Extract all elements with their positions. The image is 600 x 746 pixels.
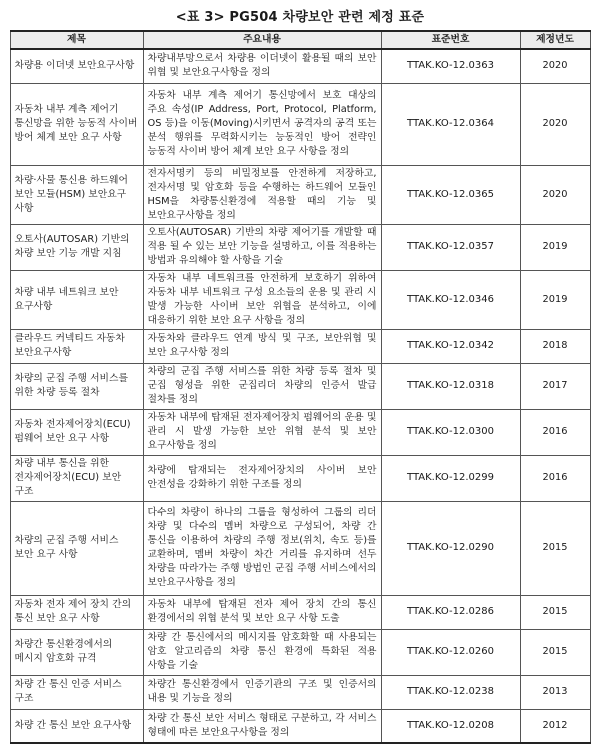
- row-standard-number: TTAK.KO-12.0299: [381, 455, 520, 501]
- row-standard-number: TTAK.KO-12.0260: [381, 629, 520, 675]
- row-standard-number: TTAK.KO-12.0363: [381, 49, 520, 83]
- table-caption: <표 3> PG504 차량보안 관련 제정 표준: [175, 10, 425, 25]
- row-year: 2020: [520, 165, 590, 224]
- row-content: 자동차 내부 계측 제어기 통신망에서 보호 대상의 주요 속성(IP Address, Port, Protocol, Platform, OS 등)을 이동(Moving)시키면서 공격자의 공격 또는 분석 행위를 무력화시키는 능동적인 방어 전략인 능동적 사이버 방어 체계 보안 요구 사항을 정의: [143, 83, 381, 165]
- header-year: 제정년도: [520, 31, 590, 49]
- row-title: 차량용 이더넷 보안요구사항: [10, 49, 143, 83]
- row-content: 자동차와 클라우드 연계 방식 및 구조, 보안위협 및 보안 요구사항 정의: [143, 329, 381, 363]
- table-row: [10, 409, 590, 455]
- row-standard-number: TTAK.KO-12.0346: [381, 270, 520, 329]
- row-year: 2019: [520, 224, 590, 270]
- row-content: 자동차 내부 네트워크를 안전하게 보호하기 위하여 자동차 내부 네트워크 구성 요소들의 운용 및 관리 시 발생 가능한 사이버 보안 위협을 분석하고, 이에 대응하기 위한 보안 요구 사항을 정의: [143, 270, 381, 329]
- row-content: 오토사(AUTOSAR) 기반의 차량 제어기를 개발할 때 적용 될 수 있는 보안 기능을 설명하고, 이를 적용하는 방법과 유의해야 할 사항을 기술: [143, 224, 381, 270]
- row-content: 자동차 내부에 탑재된 전자 제어 장치 간의 통신 환경에서의 위협 분석 및 보안 요구 사항 도출: [143, 595, 381, 629]
- header-row: [10, 31, 590, 49]
- row-content: 전자서명키 등의 비밀정보를 안전하게 저장하고, 전자서명 및 암호화 등을 수행하는 하드웨어 모듈인 HSM을 차량통신환경에 적용할 때의 기능 및 보안요구사항을 정의: [143, 165, 381, 224]
- row-standard-number: TTAK.KO-12.0286: [381, 595, 520, 629]
- table-row: [10, 329, 590, 363]
- header-title: 제목: [10, 31, 143, 49]
- row-title: 차량 내부 통신을 위한 전자제어장치(ECU) 보안 구조: [10, 455, 143, 501]
- row-year: 2016: [520, 409, 590, 455]
- row-year: 2015: [520, 629, 590, 675]
- header-content: 주요내용: [143, 31, 381, 49]
- row-year: 2020: [520, 49, 590, 83]
- standards-table: [10, 30, 591, 744]
- row-year: 2013: [520, 675, 590, 709]
- row-year: 2020: [520, 83, 590, 165]
- row-standard-number: TTAK.KO-12.0342: [381, 329, 520, 363]
- row-year: 2019: [520, 270, 590, 329]
- row-standard-number: TTAK.KO-12.0208: [381, 709, 520, 743]
- row-standard-number: TTAK.KO-12.0238: [381, 675, 520, 709]
- table-row: [10, 709, 590, 743]
- row-year: 2012: [520, 709, 590, 743]
- row-content: 차량에 탑재되는 전자제어장치의 사이버 보안 안전성을 강화하기 위한 구조를 정의: [143, 455, 381, 501]
- table-row: [10, 270, 590, 329]
- row-standard-number: TTAK.KO-12.0300: [381, 409, 520, 455]
- row-title: 자동차 내부 계측 제어기 통신망을 위한 능동적 사이버 방어 체계 보안 요구 사항: [10, 83, 143, 165]
- header-standard-number: 표준번호: [381, 31, 520, 49]
- row-title: 차량의 군집 주행 서비스 보안 요구 사항: [10, 501, 143, 595]
- row-title: 오토사(AUTOSAR) 기반의 차량 보안 기능 개발 지침: [10, 224, 143, 270]
- table-row: [10, 165, 590, 224]
- table-row: [10, 501, 590, 595]
- row-content: 차량간 통신환경에서 인증기관의 구조 및 인증서의 내용 및 기능을 정의: [143, 675, 381, 709]
- row-title: 자동차 전자제어장치(ECU) 펌웨어 보안 요구 사항: [10, 409, 143, 455]
- row-year: 2015: [520, 595, 590, 629]
- row-title: 차량의 군집 주행 서비스를 위한 차량 등록 절차: [10, 363, 143, 409]
- table-row: [10, 455, 590, 501]
- table-row: [10, 675, 590, 709]
- row-title: 자동차 전자 제어 장치 간의 통신 보안 요구 사항: [10, 595, 143, 629]
- row-year: 2016: [520, 455, 590, 501]
- row-content: 차량 간 통신에서의 메시지를 암호화할 때 사용되는 암호 알고리즘의 차량 통신 환경에 특화된 적용 사항을 기술: [143, 629, 381, 675]
- row-content: 차량의 군집 주행 서비스를 위한 차량 등록 절차 및 군집 형성을 위한 군집리더 차량의 인증서 발급 절차를 정의: [143, 363, 381, 409]
- row-year: 2017: [520, 363, 590, 409]
- row-title: 차량 간 통신 인증 서비스 구조: [10, 675, 143, 709]
- table-row: [10, 595, 590, 629]
- table-row: [10, 629, 590, 675]
- row-content: 차량 간 통신 보안 서비스 형태로 구분하고, 각 서비스 형태에 따른 보안요구사항을 정의: [143, 709, 381, 743]
- table-row: [10, 49, 590, 83]
- row-title: 차량 내부 네트워크 보안 요구사항: [10, 270, 143, 329]
- row-content: 다수의 차량이 하나의 그룹을 형성하여 그룹의 리더 차량 및 다수의 멤버 차량으로 구성되어, 차량 간 통신을 이용하여 차량의 주행 정보(위치, 속도 등)를 교환하며, 멤버 차량이 차간 거리를 유지하며 선두 차량을 따라가는 주행 방법인 군집 주행 서비스에서의 보안요구사항을 정의: [143, 501, 381, 595]
- table-row: [10, 83, 590, 165]
- row-standard-number: TTAK.KO-12.0365: [381, 165, 520, 224]
- row-content: 차량내부망으로서 차량용 이더넷이 활용될 때의 보안 위협 및 보안요구사항을 정의: [143, 49, 381, 83]
- row-title: 차량간 통신환경에서의 메시지 암호화 규격: [10, 629, 143, 675]
- row-standard-number: TTAK.KO-12.0364: [381, 83, 520, 165]
- table-row: [10, 363, 590, 409]
- row-title: 차량·사물 통신용 하드웨어 보안 모듈(HSM) 보안요구 사항: [10, 165, 143, 224]
- row-year: 2015: [520, 501, 590, 595]
- row-standard-number: TTAK.KO-12.0290: [381, 501, 520, 595]
- row-content: 자동차 내부에 탑재된 전자제어장치 펌웨어의 운용 및 관리 시 발생 가능한 보안 위협 분석 및 보안 요구사항을 정의: [143, 409, 381, 455]
- row-standard-number: TTAK.KO-12.0318: [381, 363, 520, 409]
- row-title: 클라우드 커넥티드 자동차 보안요구사항: [10, 329, 143, 363]
- table-row: [10, 224, 590, 270]
- row-title: 차량 간 통신 보안 요구사항: [10, 709, 143, 743]
- row-standard-number: TTAK.KO-12.0357: [381, 224, 520, 270]
- row-year: 2018: [520, 329, 590, 363]
